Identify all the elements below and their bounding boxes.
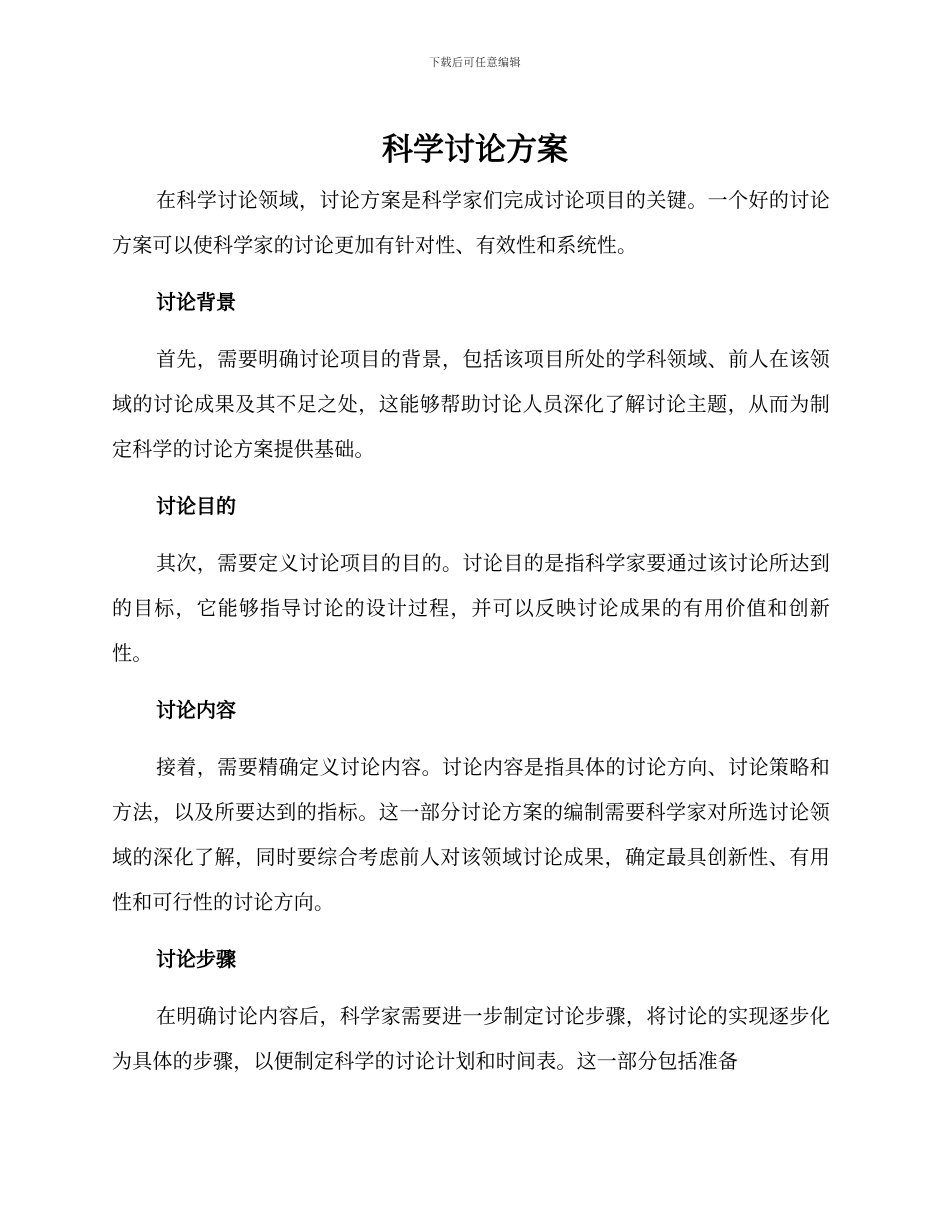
document-body [112, 178, 830, 1084]
section-heading-steps: 讨论步骤 [156, 947, 236, 971]
header-note: 下载后可任意编辑 [429, 56, 521, 69]
intro-paragraph: 在科学讨论领域，讨论方案是科学家们完成讨论项目的关键。一个好的讨论方案可以使科学家的讨论更加有针对性、有效性和系统性。 [112, 188, 830, 257]
section-heading-content: 讨论内容 [156, 698, 236, 722]
section-heading-background: 讨论背景 [156, 290, 236, 314]
section-heading-purpose: 讨论目的 [156, 494, 236, 518]
document-title: 科学讨论方案 [382, 132, 568, 168]
section-paragraph-steps: 在明确讨论内容后，科学家需要进一步制定讨论步骤，将讨论的实现逐步化为具体的步骤，以便制定科学的讨论计划和时间表。这一部分包括准备 [112, 1004, 830, 1073]
section-paragraph-content: 接着，需要精确定义讨论内容。讨论内容是指具体的讨论方向、讨论策略和方法，以及所要达到的指标。这一部分讨论方案的编制需要科学家对所选讨论领域的深化了解，同时要综合考虑前人对该领域讨论成果，确定最具创新性、有用性和可行性的讨论方向。 [112, 755, 830, 914]
section-paragraph-purpose: 其次，需要定义讨论项目的目的。讨论目的是指科学家要通过该讨论所达到的目标，它能够指导讨论的设计过程，并可以反映讨论成果的有用价值和创新性。 [112, 551, 830, 665]
section-paragraph-background: 首先，需要明确讨论项目的背景，包括该项目所处的学科领域、前人在该领域的讨论成果及其不足之处，这能够帮助讨论人员深化了解讨论主题，从而为制定科学的讨论方案提供基础。 [112, 347, 830, 461]
